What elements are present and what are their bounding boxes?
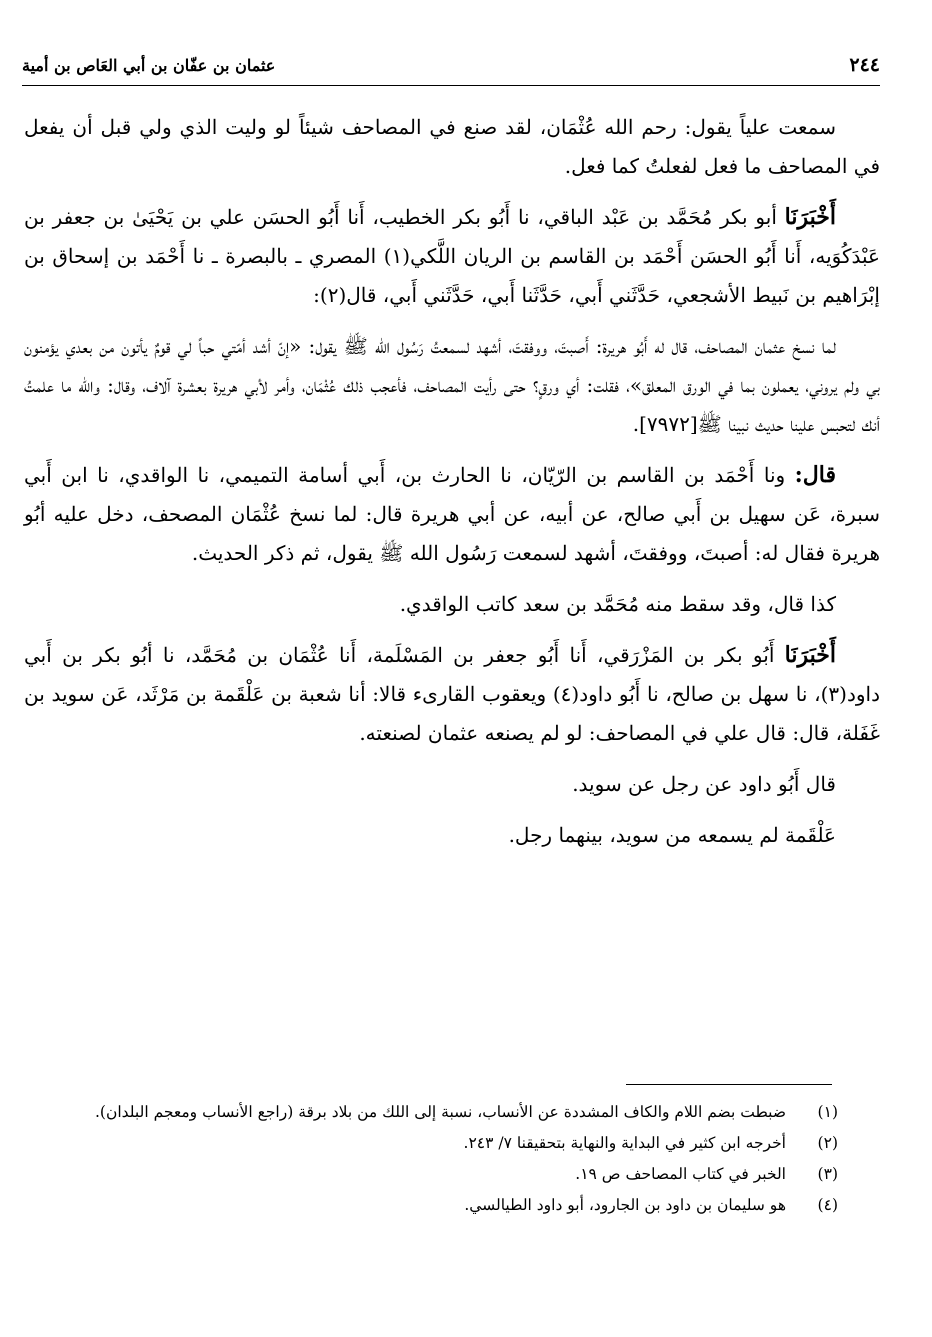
paragraph-text: عَلْقَمة لم يسمعه من سويد، بينهما رجل.: [508, 823, 836, 847]
paragraph-text: أَبُو بكر بن المَزْرَقي، أَنا أَبُو جعفر بن المَسْلَمة، أَنا عُثْمَان بن مُحَمَّد، نا أبُو بكر بن أَبي داود(٣)، نا سهل بن صالح، نا أَبُو داود(٤) ويعقوب القارىء قالا: أنا شعبة بن عَلْقَمة بن مَرْثَد، عَن سويد بن غَفَلة، قال: قال علي في المصاحف: لو لم يصنعه عثمان لصنعته.: [24, 643, 880, 745]
paragraph-5: [24, 585, 880, 624]
main-text: [24, 108, 880, 867]
paragraph-2: [24, 198, 880, 315]
paragraph-text: لما نسخ عثمان المصاحف، قال له أَبُو هريرة: أَصبتَ، ووفقتَ، أشهد لسمعتُ رَسُول الله ﷺ يقول: «إنّ أشد أمّتي حباً لي قومٌ يأتون من بعدي يؤمنون بي ولم يروني، يعملون بما في الورق المعلق»، فقلت: أي ورقٍ؟ حتى رأيت المصاحف، فأعجب ذلك عُثْمَان، وأمر لأبي هريرة بعشرة آلاف، وقال: والله ما علمتُ أنك لتحبس علينا حديث نبينا ﷺ[٧٩٧٢].: [24, 334, 880, 436]
paragraph-text: ونا أَحْمَد بن القاسم بن الرّيّان، نا الحارث بن، أَبي أسامة التميمي، نا الواقدي، نا ابن أَبي سبرة، عَن سهيل بن أَبي صالح، عن أبيه، عن أبي هريرة قال: لما نسخ عُثْمَان المصحف، دخل عليه أبُو هريرة فقال له: أصبتَ، ووفقتَ، أشهد لسمعت رَسُول الله ﷺ يقول، ثم ذكر الحديث.: [24, 463, 880, 565]
paragraph-1: [24, 108, 880, 186]
paragraph-text: قال أَبُو داود عن رجل عن سويد.: [572, 772, 836, 796]
footnote-3: [24, 1160, 838, 1189]
paragraph-lead: أَخْبَرَنَا: [784, 204, 836, 230]
footnote-number: (٢): [817, 1134, 838, 1152]
running-title: عثمان بن عفّان بن أبي العَاص بن أمية: [22, 56, 276, 75]
footnote-1: [24, 1098, 838, 1127]
footnote-text: الخبر في كتاب المصاحف ص ١٩.: [575, 1165, 786, 1183]
page-number: ٢٤٤: [849, 54, 880, 76]
paragraph-lead: أَخْبَرَنَا: [784, 642, 836, 668]
paragraph-3: [24, 327, 880, 444]
footnote-2: [24, 1129, 838, 1158]
paragraph-4: [24, 456, 880, 573]
footnote-number: (١): [817, 1103, 838, 1121]
running-header: [22, 48, 880, 88]
footnote-number: (٣): [817, 1165, 838, 1183]
paragraph-text: أبو بكر مُحَمَّد بن عَبْد الباقي، نا أَبُو بكر الخطيب، أَنا أَبُو الحسَن علي بن يَحْيَىٰ بن جعفر بن عَبْدَكُوَيه، أَنا أَبُو الحسَن أَحْمَد بن القاسم بن الريان اللَّكي(١) المصري ـ بالبصرة ـ نا أَحْمَد بن إسحاق بن إبْرَاهيم بن نَبيط الأشجعي، حَدَّثَني أَبي، حَدَّثَنا أَبي، حَدَّثَني أَبي، قال(٢):: [24, 205, 880, 307]
footnote-divider: [626, 1084, 832, 1085]
paragraph-6: [24, 636, 880, 753]
footnote-text: أخرجه ابن كثير في البداية والنهاية بتحقيقنا ٧/ ٢٤٣.: [463, 1134, 786, 1152]
footnote-text: ضبطت بضم اللام والكاف المشددة عن الأنساب، نسبة إلى اللك من بلاد برقة (راجع الأنساب ومعجم البلدان).: [95, 1103, 786, 1121]
paragraph-7: [24, 765, 880, 804]
paragraph-text: سمعت علياً يقول: رحم الله عُثْمَان، لقد صنع في المصاحف شيئاً لو وليت الذي ولي قبل أن يفعل في المصاحف ما فعل لفعلتُ كما فعل.: [24, 115, 880, 178]
footnote-number: (٤): [817, 1196, 838, 1214]
footnotes: [24, 1098, 838, 1222]
footnote-4: [24, 1191, 838, 1220]
paragraph-8: [24, 816, 880, 855]
footnote-text: هو سليمان بن داود بن الجارود، أبو داود الطيالسي.: [464, 1196, 786, 1214]
header-divider: [22, 85, 880, 86]
paragraph-text: كذا قال، وقد سقط منه مُحَمَّد بن سعد كاتب الواقدي.: [399, 592, 836, 616]
paragraph-lead: قال:: [794, 462, 836, 488]
